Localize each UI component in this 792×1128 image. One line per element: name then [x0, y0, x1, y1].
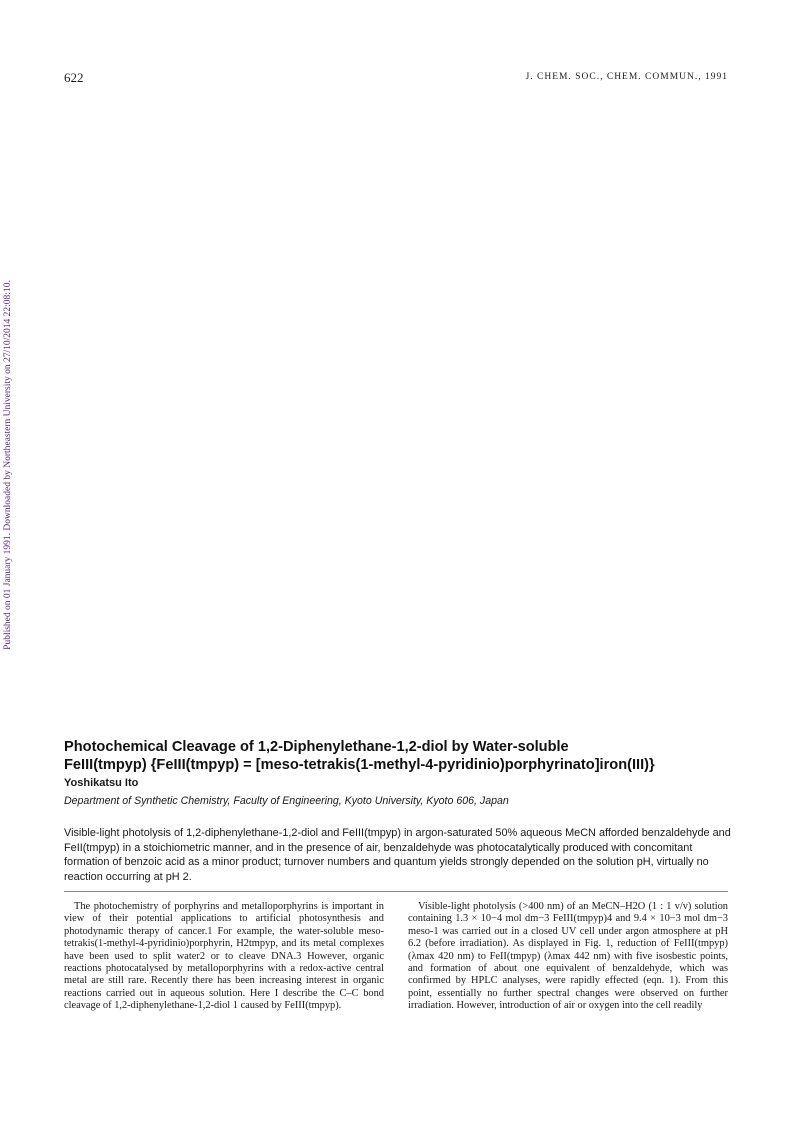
article-title: [64, 738, 744, 774]
abstract: Visible-light photolysis of 1,2-diphenylethane-1,2-diol and FeIII(tmpyp) in argon-saturated 50% aqueous MeCN afforded benzaldehyde and FeII(tmpyp) in a stoichiometric manner, and in the presence of air, benzaldehyde was photocatalytically produced with concomitant formation of benzoic acid as a minor product; turnover numbers and quantum yields strongly depended on the solution pH, virtually no reaction occurring at pH 2.: [64, 827, 731, 883]
page-number: 622: [64, 70, 84, 85]
section-divider: [64, 891, 728, 892]
article-title-line1: Photochemical Cleavage of 1,2-Diphenylethane-1,2-diol by Water-soluble: [64, 739, 569, 755]
body-paragraph: Visible-light photolysis (>400 nm) of an MeCN–H2O (1 : 1 v/v) solution containing 1.3 × 10−4 mol dm−3 FeIII(tmpyp)4 and 9.4 × 10−3 mol dm−3 meso-1 was carried out in a closed UV cell under argon atmosphere at pH 6.2 (before irradiation). As displayed in Fig. 1, reduction of FeIII(tmpyp) (λmax 420 nm) to FeII(tmpyp) (λmax 442 nm) with five isosbestic points, and formation of about one equivalent of benzaldehyde, which was confirmed by HPLC analyses, were rapidly effected (eqn. 1). From this point, essentially no further spectral changes were observed on further irradiation. However, introduction of air or oxygen into the cell readily: [408, 901, 728, 1012]
body-column-left: [64, 901, 384, 1013]
article-title-line2: FeIII(tmpyp) {FeIII(tmpyp) = [meso-tetrakis(1-methyl-4-pyridinio)porphyrinato]iron(III)}: [64, 757, 655, 773]
author-name: Yoshikatsu Ito: [64, 777, 139, 789]
body-column-right: [408, 901, 728, 1013]
body-paragraph: The photochemistry of porphyrins and metalloporphyrins is important in view of their potential applications to artificial photosynthesis and photodynamic therapy of cancer.1 For example, the water-soluble meso-tetrakis(1-methyl-4-pyridinio)porphyrin, H2tmpyp, and its metal complexes have been used to split water2 or to cleave DNA.3 However, organic reactions photocatalysed by metalloporphyrins with a redox-active central metal are still rare. Recently there has been increasing interest in organic reactions carried out in aqueous solution. Here I describe the C–C bond cleavage of 1,2-diphenylethane-1,2-diol 1 caused by FeIII(tmpyp).: [64, 901, 384, 1012]
author-affiliation: Department of Synthetic Chemistry, Faculty of Engineering, Kyoto University, Kyoto 606, Japan: [64, 795, 509, 807]
download-watermark-text: Published on 01 January 1991. Downloaded by Northeastern University on 27/10/2014 22:08:10.: [3, 280, 13, 650]
download-watermark: [0, 240, 18, 700]
journal-header: J. CHEM. SOC., CHEM. COMMUN., 1991: [525, 72, 728, 82]
